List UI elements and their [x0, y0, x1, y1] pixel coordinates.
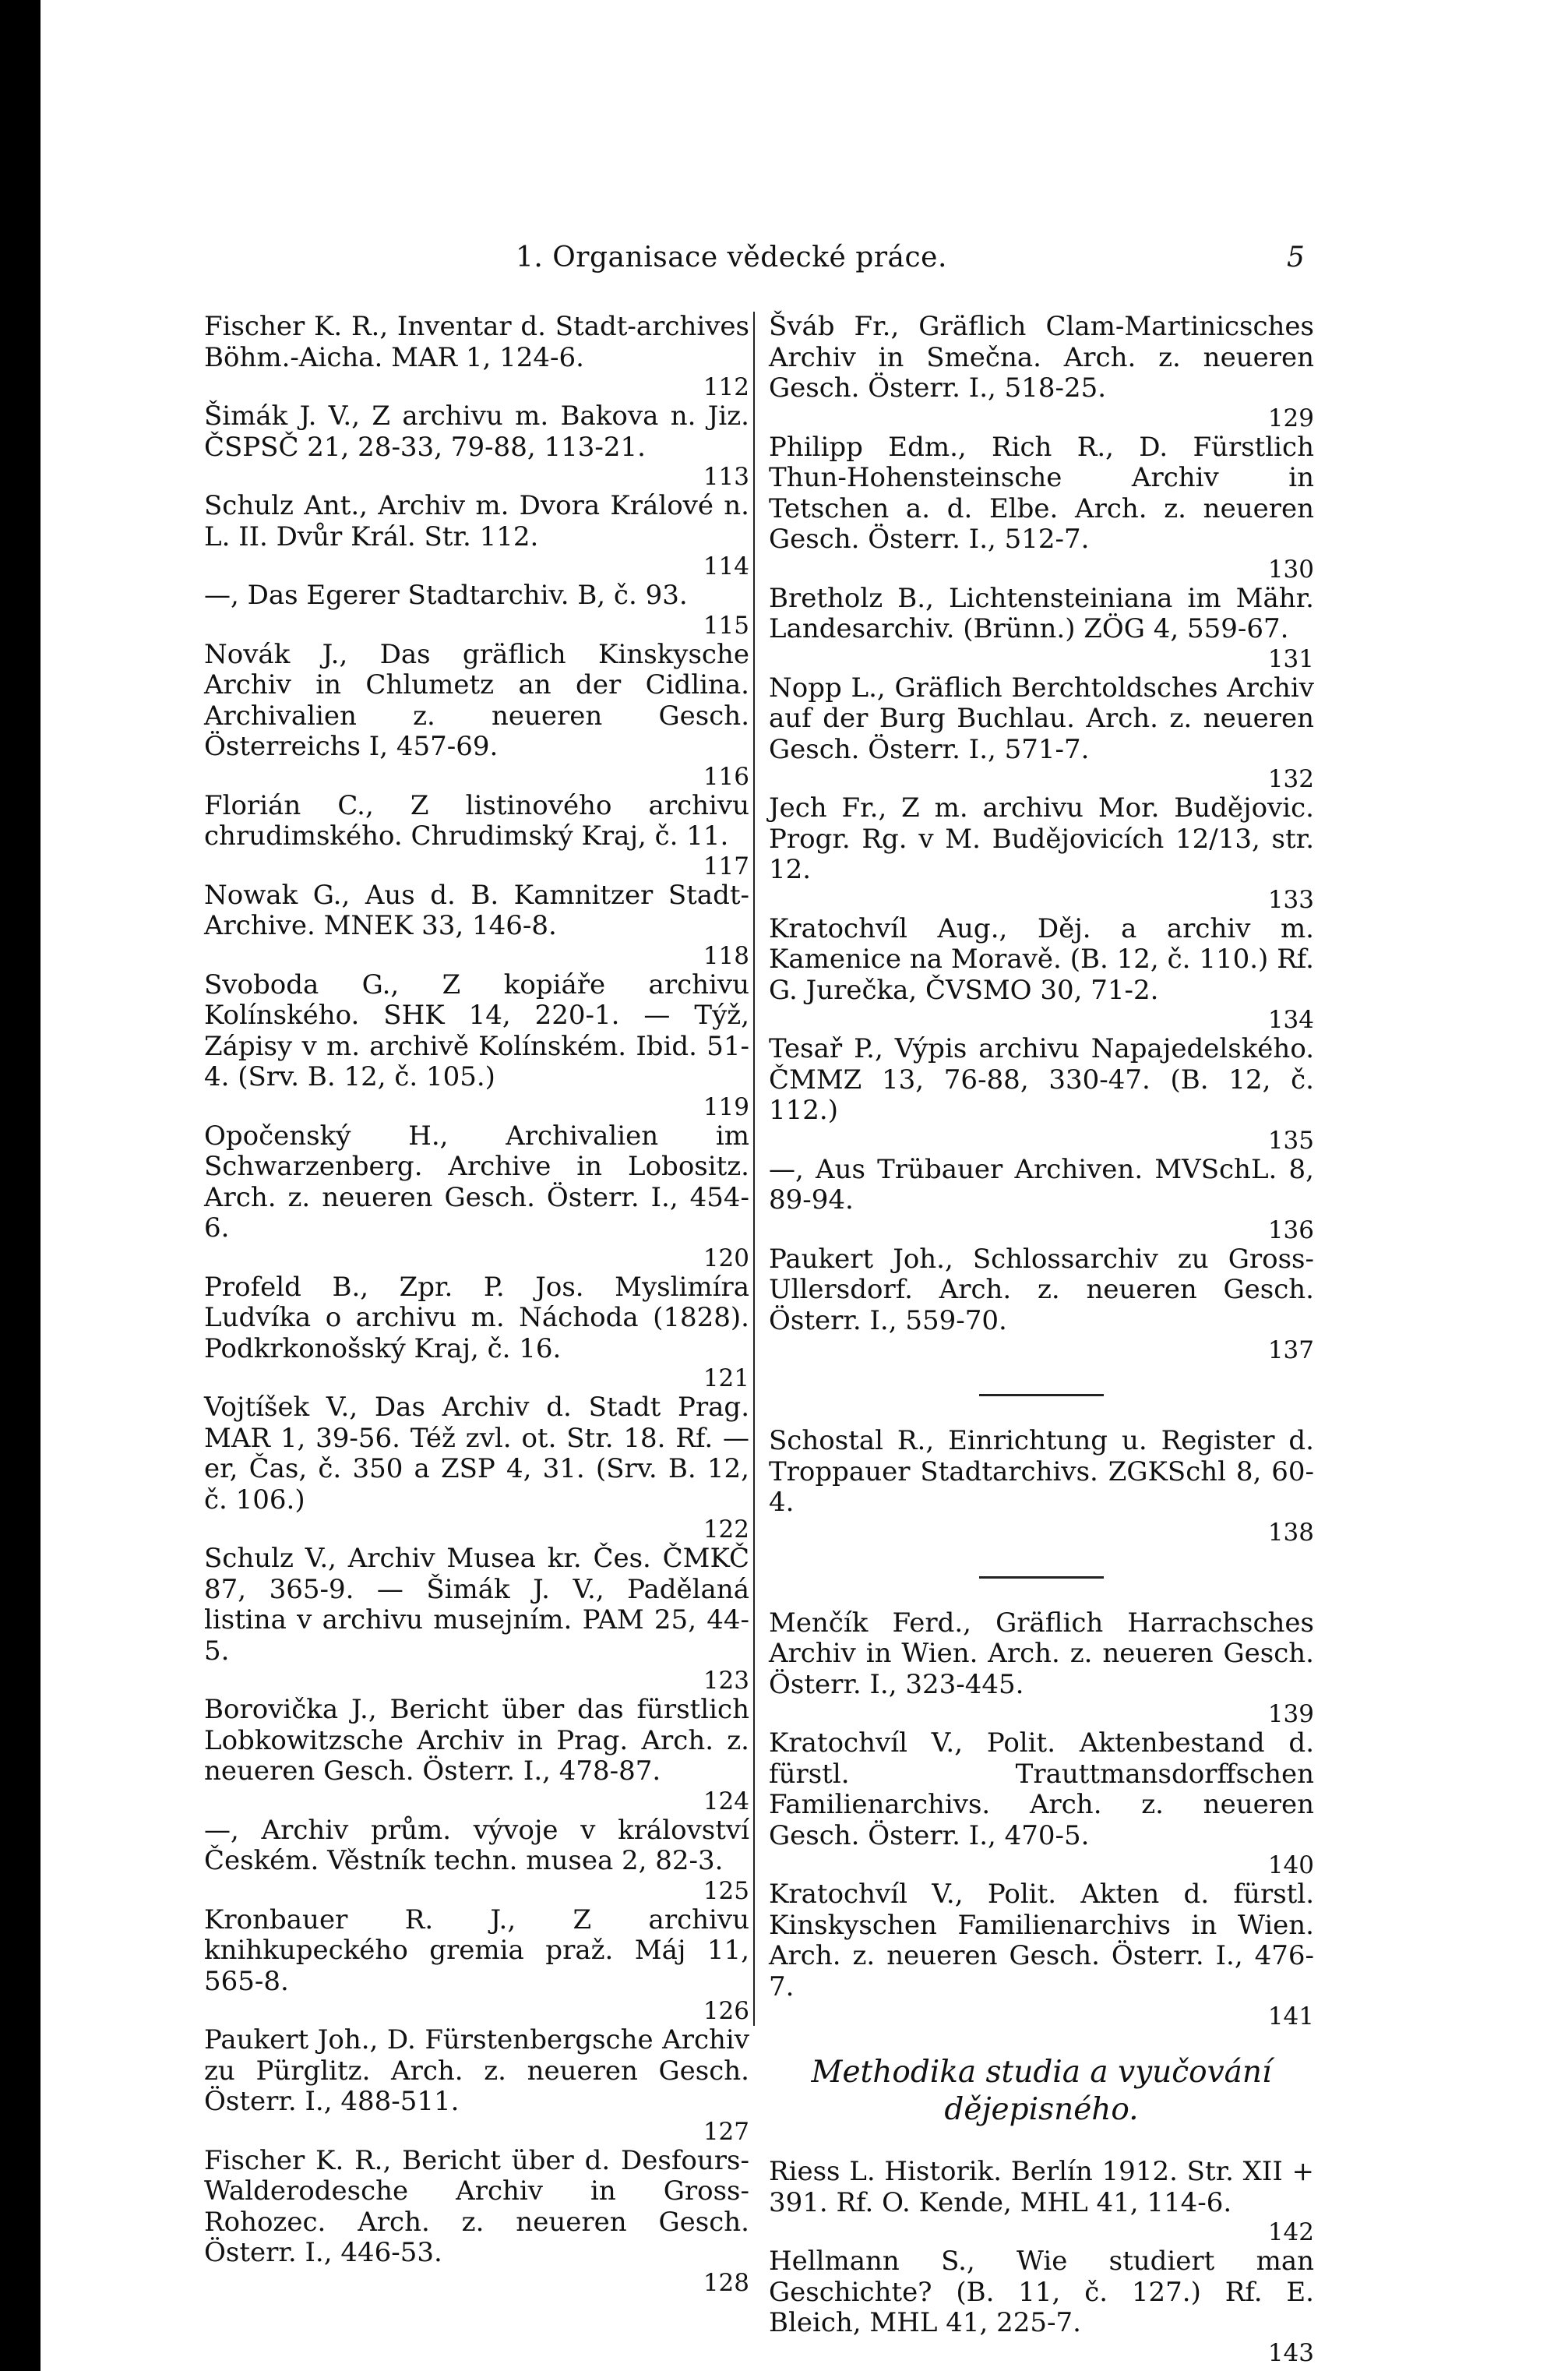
entry-number: 130 — [1267, 555, 1314, 584]
list-item: Schulz V., Archiv Musea kr. Čes. ČMKČ 87, 365-9. — Šimák J. V., Padělaná listina v archivu musejním. PAM 25, 44-5. — [204, 1543, 749, 1667]
entry-number: 135 — [1267, 1126, 1314, 1155]
list-item: Paukert Joh., D. Fürstenbergsche Archiv zu Pürglitz. Arch. z. neueren Gesch. Österr. I., 488-511. — [204, 2024, 749, 2117]
list-item: Svoboda G., Z kopiáře archivu Kolínského. SHK 14, 220-1. — Týž, Zápisy v m. archivě Kolínském. Ibid. 51-4. (Srv. B. 12, č. 105.) — [204, 969, 749, 1092]
separator-rule — [979, 1576, 1104, 1579]
list-item: —, Das Egerer Stadtarchiv. B, č. 93. — [204, 580, 688, 611]
entry-number: 143 — [1267, 2338, 1314, 2367]
section-heading: Methodika studia a vyučování dějepisného. — [811, 2055, 1272, 2127]
entry-number: 142 — [1267, 2218, 1314, 2246]
list-item: Riess L. Historik. Berlín 1912. Str. XII + 391. Rf. O. Kende, MHL 41, 114-6. — [769, 2156, 1314, 2218]
column-divider — [753, 312, 755, 2026]
list-item: Kratochvíl V., Polit. Akten d. fürstl. Kinskyschen Familienarchivs in Wien. Arch. z. neueren Gesch. Österr. I., 476-7. — [769, 1879, 1314, 2002]
right-column — [769, 312, 1314, 2367]
entry-number: 138 — [1267, 1518, 1314, 1547]
list-item: Profeld B., Zpr. P. Jos. Myslimíra Ludvíka o archivu m. Náchoda (1828). Podkrkonošský Kraj, č. 16. — [204, 1271, 749, 1364]
list-item: Šimák J. V., Z archivu m. Bakova n. Jiz. ČSPSČ 21, 28-33, 79-88, 113-21. — [204, 400, 749, 463]
list-item: Hellmann S., Wie studiert man Geschichte? (B. 11, č. 127.) Rf. E. Bleich, MHL 41, 225-7. — [769, 2246, 1314, 2338]
list-item: Nopp L., Gräflich Berchtoldsches Archiv auf der Burg Buchlau. Arch. z. neueren Gesch. Österr. I., 571-7. — [769, 672, 1314, 765]
entry-number: 139 — [1267, 1700, 1314, 1728]
list-item: Kratochvíl V., Polit. Aktenbestand d. fürstl. Trauttmansdorffschen Familienarchivs. Arch. z. neueren Gesch. Österr. I., 470-5. — [769, 1727, 1314, 1851]
book-page — [41, 0, 1568, 2371]
list-item: Nowak G., Aus d. B. Kamnitzer Stadt-Archive. MNEK 33, 146-8. — [204, 879, 749, 941]
page-number: 5 — [1287, 242, 1305, 273]
left-column — [204, 312, 749, 2297]
entry-number: 128 — [703, 2268, 749, 2297]
entry-number: 131 — [1267, 644, 1314, 673]
list-item: Menčík Ferd., Gräflich Harrachsches Archiv in Wien. Arch. z. neueren Gesch. Österr. I., 323-445. — [769, 1607, 1314, 1700]
entry-number: 117 — [703, 852, 749, 880]
list-item: Novák J., Das gräflich Kinskysche Archiv in Chlumetz an der Cidlina. Archivalien z. neueren Gesch. Österreichs I, 457-69. — [204, 638, 749, 762]
separator-rule — [979, 1394, 1104, 1396]
list-item: Paukert Joh., Schlossarchiv zu Gross-Ullersdorf. Arch. z. neueren Gesch. Österr. I., 559-70. — [769, 1243, 1314, 1336]
entry-number: 123 — [703, 1667, 749, 1695]
list-item: Schostal R., Einrichtung u. Register d. Troppauer Stadtarchivs. ZGKSchl 8, 60-4. — [769, 1425, 1314, 1518]
running-title: 1. Organisace vědecké práce. — [516, 242, 947, 273]
entry-number: 114 — [703, 552, 749, 580]
list-item: —, Aus Trübauer Archiven. MVSchL. 8, 89-94. — [769, 1153, 1314, 1215]
list-item: Vojtíšek V., Das Archiv d. Stadt Prag. MAR 1, 39-56. Též zvl. ot. Str. 18. Rf. —er, Čas, č. 350 a ZSP 4, 31. (Srv. B. 12, č. 106.) — [204, 1392, 749, 1515]
entry-number: 132 — [1267, 765, 1314, 793]
entry-number: 125 — [703, 1876, 749, 1905]
entry-number: 112 — [703, 373, 749, 401]
entry-number: 140 — [1267, 1851, 1314, 1879]
entry-number: 133 — [1267, 885, 1314, 914]
entry-number: 121 — [703, 1364, 749, 1392]
list-item: Bretholz B., Lichtensteiniana im Mähr. Landesarchiv. (Brünn.) ZÖG 4, 559-67. — [769, 582, 1314, 644]
entry-number: 119 — [703, 1092, 749, 1121]
entry-number: 127 — [703, 2117, 749, 2146]
list-item: Philipp Edm., Rich R., D. Fürstlich Thun-Hohensteinsche Archiv in Tetschen a. d. Elbe. Arch. z. neueren Gesch. Österr. I., 512-7. — [769, 431, 1314, 555]
list-item: Florián C., Z listinového archivu chrudimského. Chrudimský Kraj, č. 11. — [204, 789, 749, 852]
list-item: Schulz Ant., Archiv m. Dvora Králové n. L. II. Dvůr Král. Str. 112. — [204, 490, 749, 552]
entry-number: 113 — [703, 463, 749, 491]
entry-number: 129 — [1267, 404, 1314, 432]
entry-number: 124 — [703, 1787, 749, 1815]
list-item: Tesař P., Výpis archivu Napajedelského. ČMMZ 13, 76-88, 330-47. (B. 12, č. 112.) — [769, 1033, 1314, 1126]
list-item: Borovička J., Bericht über das fürstlich Lobkowitzsche Archiv in Prag. Arch. z. neueren Gesch. Österr. I., 478-87. — [204, 1694, 749, 1787]
list-item: Šváb Fr., Gräflich Clam-Martinicsches Archiv in Smečna. Arch. z. neueren Gesch. Österr. I., 518-25. — [769, 311, 1314, 404]
list-item: Kratochvíl Aug., Děj. a archiv m. Kamenice na Moravě. (B. 12, č. 110.) Rf. G. Jurečka, ČVSMO 30, 71-2. — [769, 912, 1314, 1006]
entry-number: 118 — [703, 941, 749, 970]
list-item: Jech Fr., Z m. archivu Mor. Budějovic. Progr. Rg. v M. Budějovicích 12/13, str. 12. — [769, 792, 1314, 885]
entry-number: 141 — [1267, 2002, 1314, 2031]
list-item: Opočenský H., Archivalien im Schwarzenberg. Archive in Lobositz. Arch. z. neueren Gesch. Österr. I., 454-6. — [204, 1120, 749, 1244]
entry-number: 116 — [703, 762, 749, 791]
entry-number: 134 — [1267, 1006, 1314, 1034]
list-item: —, Archiv prům. vývoje v království Českém. Věstník techn. musea 2, 82-3. — [204, 1814, 749, 1876]
entry-number: 136 — [1267, 1215, 1314, 1244]
entry-number: 120 — [703, 1244, 749, 1272]
list-item: Kronbauer R. J., Z archivu knihkupeckého gremia praž. Máj 11, 565-8. — [204, 1904, 749, 1997]
entry-number: 122 — [703, 1515, 749, 1544]
entry-number: 115 — [703, 611, 749, 640]
list-item: Fischer K. R., Inventar d. Stadt-archives Böhm.-Aicha. MAR 1, 124-6. — [204, 311, 749, 373]
list-item: Fischer K. R., Bericht über d. Desfours-Walderodesche Archiv in Gross-Rohozec. Arch. z. neueren Gesch. Österr. I., 446-53. — [204, 2144, 749, 2268]
entry-number: 126 — [703, 1997, 749, 2025]
entry-number: 137 — [1267, 1336, 1314, 1364]
